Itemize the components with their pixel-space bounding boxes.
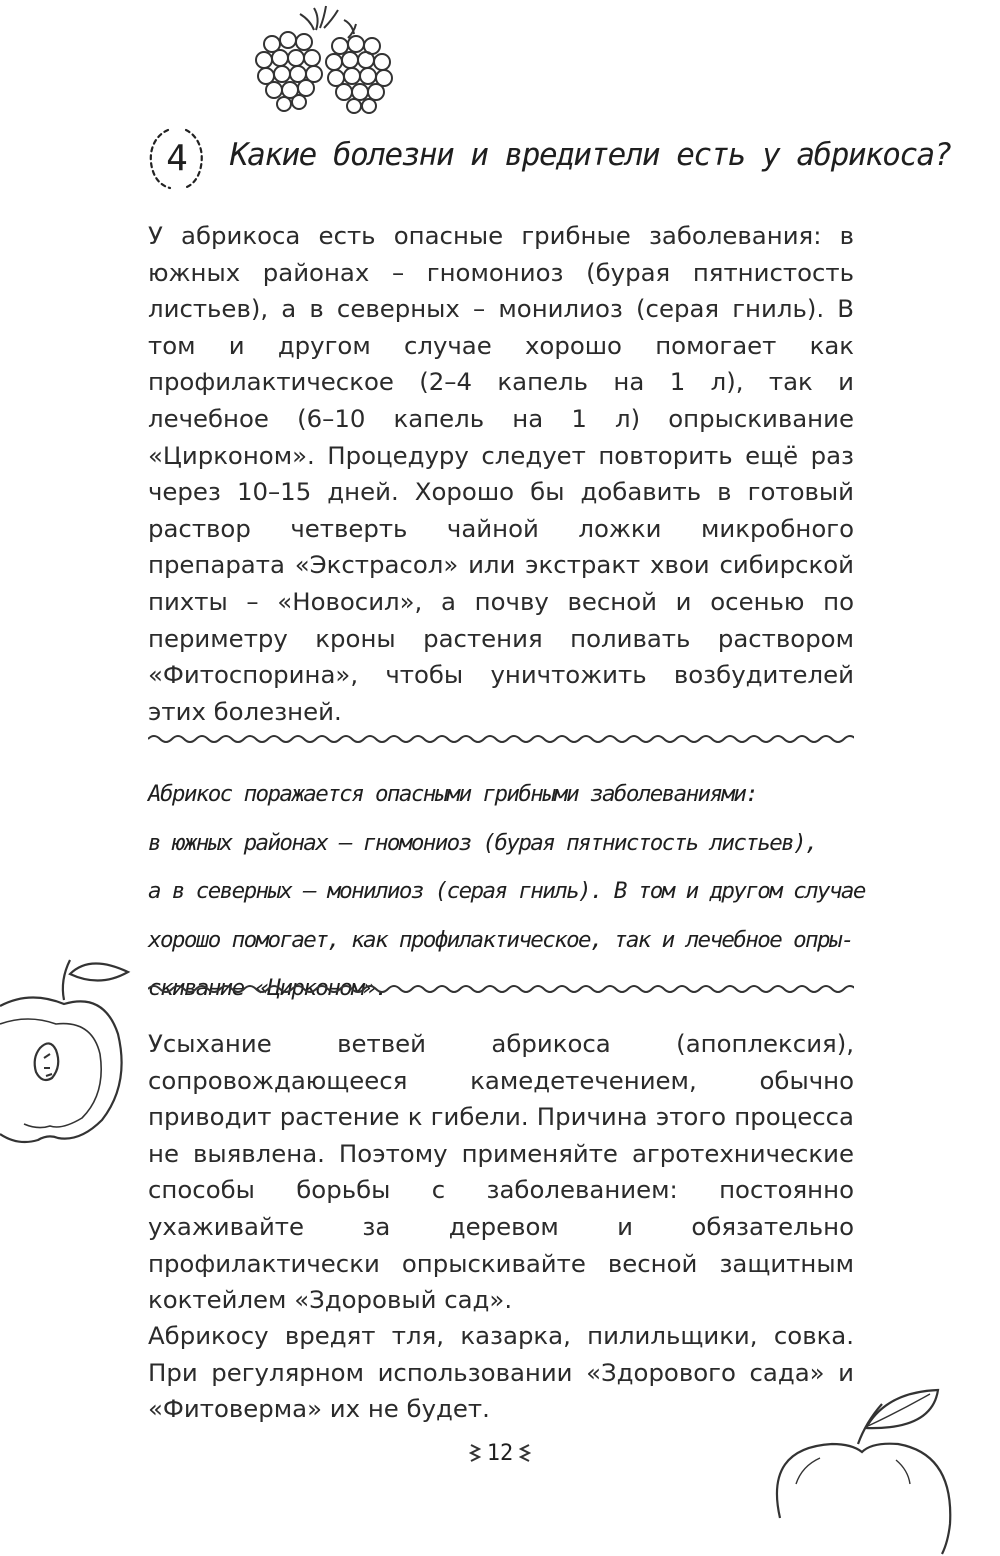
- apple-stem: [63, 960, 70, 1000]
- wavy-divider-top: [148, 730, 854, 742]
- paragraph-diseases: У абрикоса есть опасные грибные заболевания: в южных районах – гномониоз (бурая пятнистость листьев), а в северных – монилиоз (серая гниль). В том и другом случае хорошо помогает как профилактическое (2–4 капель на 1 л), так и лечебное (6–10 капель на 1 л) опрыскивание «Цирконом». Процедуру следует повторить ещё раз через 10–15 дней. Хорошо бы добавить в готовый раствор четверть чайной ложки микробного препарата «Экстрасол» или экстракт хвои сибирской пихты – «Новосил», а почву весной и осенью по периметру кроны растения поливать раствором «Фитоспорина», чтобы уничтожить возбудителей этих болезней.: [148, 221, 854, 726]
- page-number: [464, 1436, 536, 1470]
- raspberry-leaves: [300, 6, 356, 38]
- callout-line: скивание «Цирконом».: [148, 975, 387, 1001]
- paragraph-apoplexy: Усыхание ветвей абрикоса (апоплексия), сопровождающееся камедетечением, обычно приводит растение к гибели. Причина этого процесса не выявлена. Поэтому применяйте агротехнические способы борьбы с заболеванием: постоянно ухаживайте за деревом и обязательно профилактически опрыскивайте весной защитным коктейлем «Здоровый сад».: [148, 1029, 854, 1315]
- callout-summary: [148, 770, 868, 1013]
- question-header: [146, 124, 951, 192]
- raspberry-illustration: [244, 0, 422, 118]
- apple-core: [35, 1043, 59, 1080]
- apple-leaf: [70, 963, 128, 980]
- paragraph-pests: Абрикосу вредят тля, казарка, пилильщики, совка. При регулярном использовании «Здорового сада» и «Фитоверма» их не будет.: [148, 1321, 854, 1424]
- apple-body: [777, 1444, 950, 1554]
- question-title: Какие болезни и вредители есть у абрикоса?: [230, 137, 951, 173]
- callout-line: хорошо помогает, как профилактическое, так и лечебное опры-: [148, 926, 853, 953]
- callout-line: в южных районах – гномониоз (бурая пятнистость листьев),: [148, 829, 817, 856]
- raspberry-left: [256, 32, 322, 111]
- question-number-badge: [146, 124, 208, 192]
- apple-stem: [858, 1404, 882, 1444]
- half-apple-illustration: [0, 950, 140, 1150]
- apple-illustration: [760, 1388, 960, 1556]
- raspberry-right: [326, 36, 392, 113]
- wavy-divider-bottom: [148, 980, 854, 992]
- page-number-value: 12: [486, 1440, 514, 1466]
- right-flourish-icon: [519, 1441, 531, 1465]
- callout-line: а в северных – монилиоз (серая гниль). В том и другом случае: [148, 878, 865, 904]
- question-number: 4: [166, 137, 188, 179]
- callout-line: Абрикос поражается опасными грибными заболеваниями:: [148, 781, 758, 807]
- left-flourish-icon: [469, 1441, 481, 1465]
